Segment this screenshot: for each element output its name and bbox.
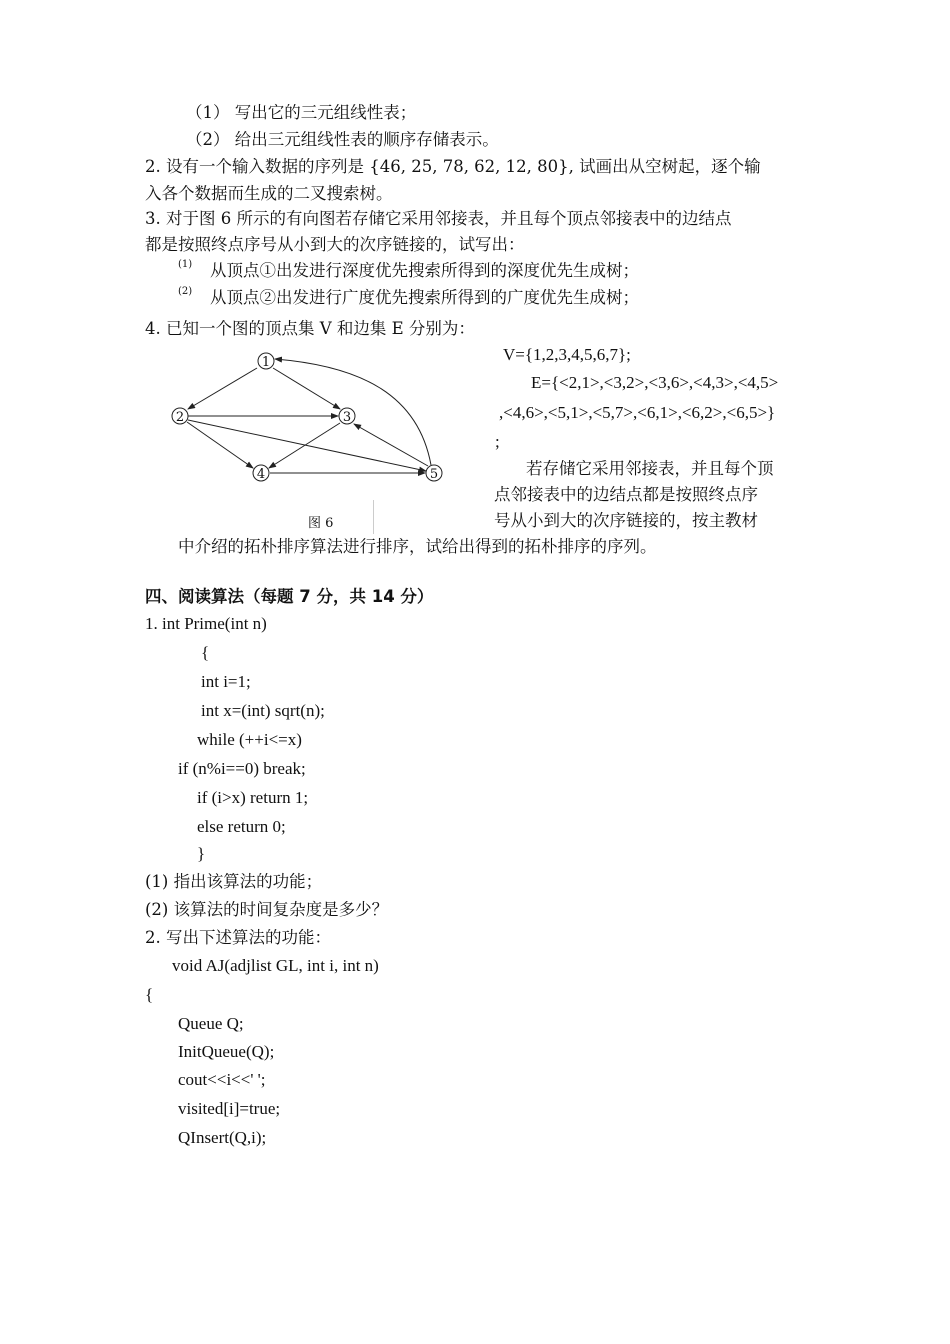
- section-heading: 四、阅读算法（每题 7 分，共 14 分）: [145, 587, 434, 606]
- code1-line: int i=1;: [201, 672, 251, 691]
- code1-line: int x=(int) sqrt(n);: [201, 701, 325, 720]
- graph-nodes: [172, 353, 442, 481]
- edge-1-3: [273, 368, 340, 409]
- edge-2-4: [187, 422, 253, 468]
- code2-line: Queue Q;: [178, 1014, 244, 1033]
- code1-line: {: [201, 643, 210, 662]
- q4-edge-set-1: E={<2,1>,<3,2>,<3,6>,<4,3>,<4,5>: [531, 373, 779, 392]
- q2-line-2: 入各个数据而生成的二叉搜索树。: [145, 184, 393, 203]
- q3-sub2: 从顶点②出发进行广度优先搜索所得到的广度优先生成树；: [210, 288, 639, 307]
- q4-para-2: 点邻接表中的边结点都是按照终点序: [494, 485, 758, 504]
- question-2-title: 2. 写出下述算法的功能：: [145, 928, 331, 947]
- q4-para-4: 中介绍的拓朴排序算法进行排序，试给出得到的拓朴排序的序列。: [178, 537, 657, 556]
- code2-line: QInsert(Q,i);: [178, 1128, 267, 1147]
- edge-1-2: [188, 368, 257, 409]
- node-5-label: 5: [429, 467, 439, 482]
- q4-edge-set-3: ;: [495, 432, 500, 451]
- q2-line-1: 2. 设有一个输入数据的序列是 {46, 25, 78, 62, 12, 80}, 试画出从空树起，逐个输: [145, 157, 761, 176]
- code1-line: if (i>x) return 1;: [197, 788, 309, 807]
- node-3-label: 3: [342, 410, 352, 425]
- code2-line: {: [145, 985, 154, 1004]
- q1-part-1: （1） 写出它的三元组线性表；: [186, 103, 417, 122]
- code1-line: }: [197, 844, 206, 863]
- code2-line: void AJ(adjlist GL, int i, int n): [172, 956, 379, 975]
- q3-sub1: 从顶点①出发进行深度优先搜索所得到的深度优先生成树；: [210, 261, 639, 280]
- q4-para-3: 号从小到大的次序链接的，按主教材: [494, 511, 758, 530]
- q3-line-2: 都是按照终点序号从小到大的次序链接的，试写出：: [145, 235, 525, 254]
- edge-3-4: [269, 423, 340, 468]
- q4-vertex-set: V={1,2,3,4,5,6,7};: [503, 345, 631, 364]
- q1-part-2: （2） 给出三元组线性表的顺序存储表示。: [186, 130, 499, 149]
- divider: [373, 500, 374, 534]
- q3-sub1-number: (1): [178, 259, 193, 270]
- code2-line: visited[i]=true;: [178, 1099, 281, 1118]
- q4-para-1: 若存储它采用邻接表，并且每个顶: [526, 459, 774, 478]
- code1-title: 1. int Prime(int n): [145, 614, 267, 633]
- q3-sub2-number: (2): [178, 286, 193, 297]
- node-4-label: 4: [256, 467, 266, 482]
- code1-line: else return 0;: [197, 817, 286, 836]
- code2-line: InitQueue(Q);: [178, 1042, 275, 1061]
- q4-edge-set-2: ,<4,6>,<5,1>,<5,7>,<6,1>,<6,2>,<6,5>}: [499, 403, 776, 422]
- directed-graph-figure: [160, 344, 460, 514]
- code2-line: cout<<i<<' ';: [178, 1070, 266, 1089]
- node-1-label: 1: [261, 355, 271, 370]
- q4-line-1: 4. 已知一个图的顶点集 V 和边集 E 分别为：: [145, 319, 475, 338]
- edge-5-3: [354, 424, 428, 466]
- code1-line: if (n%i==0) break;: [178, 759, 306, 778]
- code1-line: while (++i<=x): [197, 730, 302, 749]
- figure-caption: 图 6: [308, 516, 334, 531]
- sub-question-1: (1) 指出该算法的功能；: [145, 872, 323, 891]
- q3-line-1: 3. 对于图 6 所示的有向图若存储它采用邻接表，并且每个顶点邻接表中的边结点: [145, 209, 732, 228]
- node-2-label: 2: [175, 410, 185, 425]
- sub-question-2: (2) 该算法的时间复杂度是多少？: [145, 900, 389, 919]
- edge-2-5: [188, 420, 426, 471]
